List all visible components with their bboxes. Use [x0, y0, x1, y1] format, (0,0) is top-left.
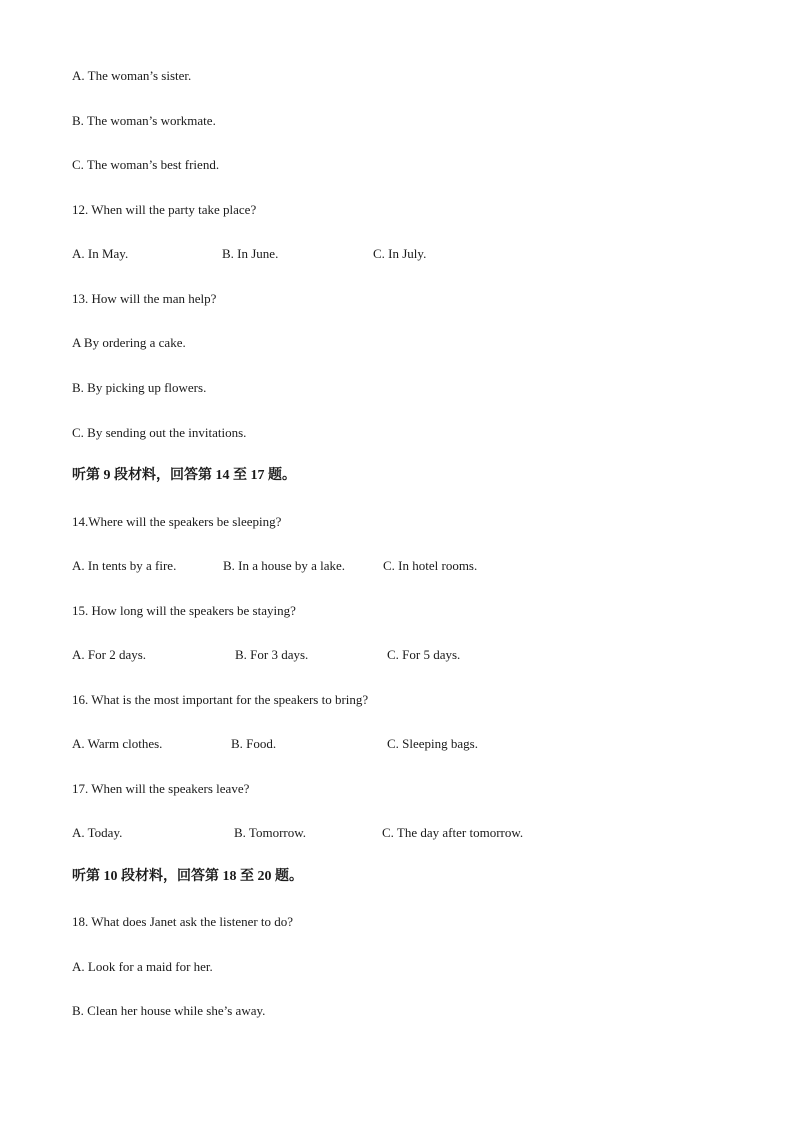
section-heading-10: 听第 10 段材料，回答第 18 至 20 题。	[72, 869, 303, 884]
q13-option-b: B. By picking up flowers.	[72, 380, 207, 395]
q14-option-c: C. In hotel rooms.	[383, 558, 478, 573]
q12-option-a: A. In May.	[72, 246, 129, 261]
q15-option-b: B. For 3 days.	[235, 647, 309, 662]
q14-question: 14.Where will the speakers be sleeping?	[72, 514, 282, 529]
q15-option-c: C. For 5 days.	[387, 647, 461, 662]
q17-option-c: C. The day after tomorrow.	[382, 825, 524, 840]
q13-question: 13. How will the man help?	[72, 291, 217, 306]
q12-option-b: B. In June.	[222, 246, 279, 261]
q17-option-a: A. Today.	[72, 825, 123, 840]
q14-option-a: A. In tents by a fire.	[72, 558, 177, 573]
q16-question: 16. What is the most important for the speakers to bring?	[72, 692, 369, 707]
q16-option-c: C. Sleeping bags.	[387, 736, 478, 751]
q17-option-b: B. Tomorrow.	[234, 825, 307, 840]
q18-option-b: B. Clean her house while she’s away.	[72, 1003, 266, 1018]
q15-option-a: A. For 2 days.	[72, 647, 147, 662]
q18-option-a: A. Look for a maid for her.	[72, 959, 213, 974]
q16-option-b: B. Food.	[231, 736, 277, 751]
section-heading-9: 听第 9 段材料，回答第 14 至 17 题。	[72, 468, 296, 483]
q17-question: 17. When will the speakers leave?	[72, 781, 250, 796]
q12-question: 12. When will the party take place?	[72, 202, 257, 217]
q14-option-b: B. In a house by a lake.	[223, 558, 346, 573]
q13-option-a: A By ordering a cake.	[72, 335, 186, 350]
q12-option-c: C. In July.	[373, 246, 427, 261]
q16-option-a: A. Warm clothes.	[72, 736, 163, 751]
q13-option-c: C. By sending out the invitations.	[72, 425, 247, 440]
q11-option-b: B. The woman’s workmate.	[72, 113, 216, 128]
q18-question: 18. What does Janet ask the listener to do?	[72, 914, 294, 929]
q11-option-c: C. The woman’s best friend.	[72, 157, 220, 172]
q11-option-a: A. The woman’s sister.	[72, 68, 192, 83]
q15-question: 15. How long will the speakers be staying?	[72, 603, 296, 618]
